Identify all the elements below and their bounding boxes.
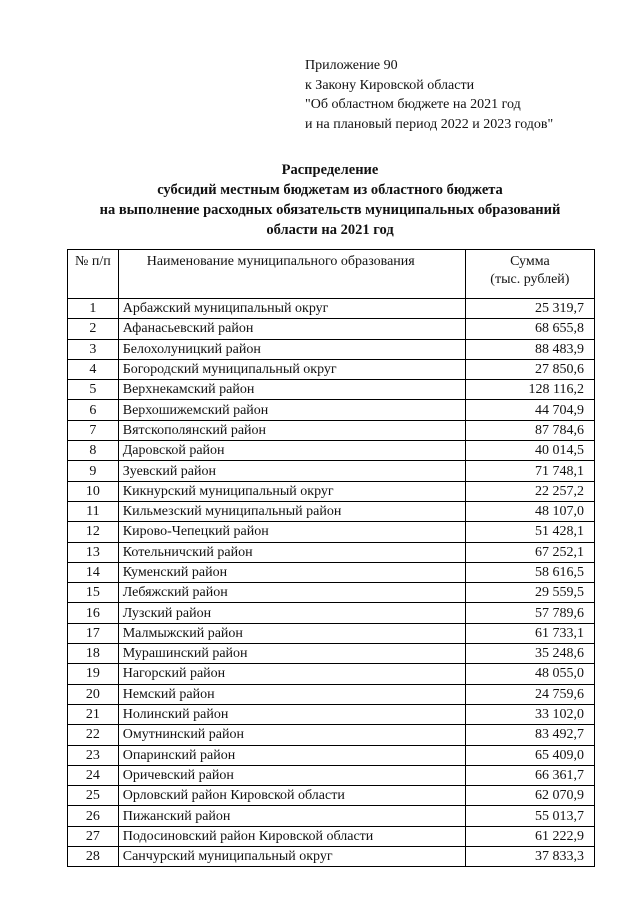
row-name: Вятскополянский район <box>118 420 465 440</box>
row-name: Белохолуницкий район <box>118 339 465 359</box>
row-number: 4 <box>68 359 119 379</box>
row-name: Подосиновский район Кировской области <box>118 826 465 846</box>
row-name: Богородский муниципальный округ <box>118 359 465 379</box>
row-number: 5 <box>68 380 119 400</box>
row-number: 19 <box>68 664 119 684</box>
header-sum-line: Сумма <box>510 254 550 269</box>
subsidy-table <box>67 249 595 867</box>
row-sum: 65 409,0 <box>465 745 594 765</box>
row-sum: 128 116,2 <box>465 380 594 400</box>
row-name: Лебяжский район <box>118 583 465 603</box>
table-row <box>68 400 595 420</box>
row-name: Нагорский район <box>118 664 465 684</box>
table-row <box>68 684 595 704</box>
row-number: 24 <box>68 765 119 785</box>
row-name: Нолинский район <box>118 704 465 724</box>
row-name: Опаринский район <box>118 745 465 765</box>
row-sum: 57 789,6 <box>465 603 594 623</box>
row-name: Кикнурский муниципальный округ <box>118 481 465 501</box>
appendix-line: к Закону Кировской области <box>305 77 475 93</box>
table-row <box>68 562 595 582</box>
header-name: Наименование муниципального образования <box>118 250 465 299</box>
table-row <box>68 786 595 806</box>
row-name: Оричевский район <box>118 765 465 785</box>
table-row <box>68 644 595 664</box>
title-line: на выполнение расходных обязательств муниципальных образований <box>99 202 561 218</box>
row-sum: 35 248,6 <box>465 644 594 664</box>
row-number: 15 <box>68 583 119 603</box>
row-sum: 67 252,1 <box>465 542 594 562</box>
row-number: 3 <box>68 339 119 359</box>
row-number: 7 <box>68 420 119 440</box>
table-row <box>68 542 595 562</box>
row-sum: 61 733,1 <box>465 623 594 643</box>
appendix-line: и на плановый период 2022 и 2023 годов" <box>305 116 554 132</box>
row-number: 12 <box>68 522 119 542</box>
row-number: 16 <box>68 603 119 623</box>
row-name: Кирово-Чепецкий район <box>118 522 465 542</box>
table-row <box>68 501 595 521</box>
table-body <box>68 299 595 867</box>
table-row <box>68 319 595 339</box>
table-row <box>68 826 595 846</box>
row-number: 1 <box>68 299 119 319</box>
table-row <box>68 522 595 542</box>
table-row <box>68 481 595 501</box>
row-sum: 68 655,8 <box>465 319 594 339</box>
table-row <box>68 704 595 724</box>
document-title <box>60 160 600 240</box>
row-sum: 33 102,0 <box>465 704 594 724</box>
table-row <box>68 725 595 745</box>
table-row <box>68 583 595 603</box>
row-sum: 58 616,5 <box>465 562 594 582</box>
row-sum: 25 319,7 <box>465 299 594 319</box>
table-row <box>68 299 595 319</box>
row-name: Малмыжский район <box>118 623 465 643</box>
row-sum: 83 492,7 <box>465 725 594 745</box>
row-name: Лузский район <box>118 603 465 623</box>
row-number: 18 <box>68 644 119 664</box>
row-sum: 87 784,6 <box>465 420 594 440</box>
row-number: 22 <box>68 725 119 745</box>
row-number: 17 <box>68 623 119 643</box>
row-name: Арбажский муниципальный округ <box>118 299 465 319</box>
appendix-line: Приложение 90 <box>305 58 398 73</box>
table-row <box>68 380 595 400</box>
row-sum: 29 559,5 <box>465 583 594 603</box>
row-sum: 88 483,9 <box>465 339 594 359</box>
appendix-line: "Об областном бюджете на 2021 год <box>305 97 521 112</box>
row-sum: 24 759,6 <box>465 684 594 704</box>
table-row <box>68 745 595 765</box>
row-number: 26 <box>68 806 119 826</box>
table-row <box>68 359 595 379</box>
row-number: 23 <box>68 745 119 765</box>
row-number: 14 <box>68 562 119 582</box>
title-line: Распределение <box>281 162 379 178</box>
table-row <box>68 603 595 623</box>
header-sum-unit: (тыс. рублей) <box>490 272 570 287</box>
row-sum: 61 222,9 <box>465 826 594 846</box>
row-number: 6 <box>68 400 119 420</box>
row-number: 10 <box>68 481 119 501</box>
row-name: Даровской район <box>118 441 465 461</box>
table-row <box>68 765 595 785</box>
row-number: 2 <box>68 319 119 339</box>
table-row <box>68 420 595 440</box>
row-name: Пижанский район <box>118 806 465 826</box>
row-sum: 62 070,9 <box>465 786 594 806</box>
row-sum: 51 428,1 <box>465 522 594 542</box>
table-row <box>68 339 595 359</box>
row-sum: 66 361,7 <box>465 765 594 785</box>
appendix-header <box>305 56 553 134</box>
table-row <box>68 461 595 481</box>
table-header-row <box>68 250 595 299</box>
title-line: области на 2021 год <box>266 222 394 238</box>
row-name: Санчурский муниципальный округ <box>118 847 465 867</box>
row-name: Котельничский район <box>118 542 465 562</box>
table-row <box>68 806 595 826</box>
row-name: Мурашинский район <box>118 644 465 664</box>
table-row <box>68 623 595 643</box>
row-name: Афанасьевский район <box>118 319 465 339</box>
row-name: Верхнекамский район <box>118 380 465 400</box>
row-name: Верхошижемский район <box>118 400 465 420</box>
table-row <box>68 441 595 461</box>
row-name: Немский район <box>118 684 465 704</box>
row-name: Зуевский район <box>118 461 465 481</box>
row-sum: 37 833,3 <box>465 847 594 867</box>
row-number: 8 <box>68 441 119 461</box>
row-name: Омутнинский район <box>118 725 465 745</box>
row-name: Кильмезский муниципальный район <box>118 501 465 521</box>
row-name: Куменский район <box>118 562 465 582</box>
title-line: субсидий местным бюджетам из областного бюджета <box>157 182 503 198</box>
row-name: Орловский район Кировской области <box>118 786 465 806</box>
row-sum: 22 257,2 <box>465 481 594 501</box>
row-sum: 44 704,9 <box>465 400 594 420</box>
row-number: 11 <box>68 501 119 521</box>
header-sum <box>465 250 594 299</box>
row-number: 28 <box>68 847 119 867</box>
row-number: 21 <box>68 704 119 724</box>
row-sum: 48 055,0 <box>465 664 594 684</box>
row-number: 25 <box>68 786 119 806</box>
row-number: 27 <box>68 826 119 846</box>
row-number: 20 <box>68 684 119 704</box>
header-number: № п/п <box>68 250 119 299</box>
row-sum: 48 107,0 <box>465 501 594 521</box>
row-sum: 27 850,6 <box>465 359 594 379</box>
row-sum: 71 748,1 <box>465 461 594 481</box>
row-number: 13 <box>68 542 119 562</box>
row-sum: 55 013,7 <box>465 806 594 826</box>
row-sum: 40 014,5 <box>465 441 594 461</box>
table-row <box>68 664 595 684</box>
row-number: 9 <box>68 461 119 481</box>
table-row <box>68 847 595 867</box>
